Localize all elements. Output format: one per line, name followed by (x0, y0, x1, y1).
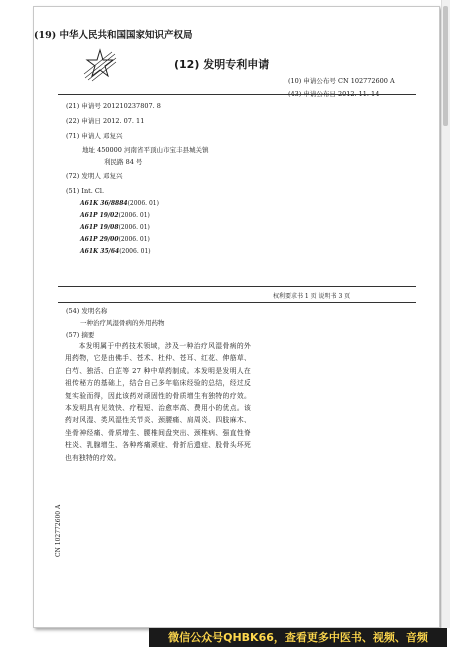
patent-office-emblem-icon (82, 48, 118, 82)
ipc-entry: A61P 29/00(2006. 01) (80, 236, 150, 243)
ipc-entry: A61K 36/8884(2006. 01) (80, 200, 159, 207)
application-number: (21) 申请号 201210237807. 8 (66, 102, 161, 110)
scrollbar-thumb[interactable] (443, 6, 448, 126)
title-label: (54) 发明名称 (66, 307, 108, 315)
ipc-entry: A61P 19/02(2006. 01) (80, 212, 150, 219)
ipc-entry: A61P 19/08(2006. 01) (80, 224, 150, 231)
page-count-info: 权利要求书 1 页 说明书 3 页 (273, 293, 351, 300)
inventor: (72) 发明人 邓复兴 (66, 172, 123, 180)
header-rule (58, 94, 416, 95)
publication-date: (43) 申请公布日 2012. 11. 14 (288, 90, 380, 98)
applicant-address-line2: 利民路 84 号 (104, 158, 143, 166)
publication-number: (10) 申请公布号 CN 102772600 A (288, 77, 395, 85)
issuing-office: (19) 中华人民共和国国家知识产权局 (34, 30, 193, 41)
document-type: (12) 发明专利申请 (174, 58, 270, 71)
wechat-banner[interactable]: 微信公众号QHBK66，查看更多中医书、视频、音频 (149, 628, 447, 647)
abstract-label: (57) 摘要 (66, 331, 95, 339)
ipc-entry: A61K 35/64(2006. 01) (80, 248, 151, 255)
side-publication-code: CN 102772600 A (55, 504, 62, 557)
patent-page (33, 6, 440, 628)
application-date: (22) 申请日 2012. 07. 11 (66, 117, 145, 125)
abstract-text: 本发明属于中药技术领域，涉及一种治疗风湿骨病的外用药物，它是由佛手、苍术、杜仲、苍耳、红花、伸筋草、白芍、独活、白芷等 27 种中草药制成。本发明是发明人在祖传秘方的基础上，结合自己多年临床经验的总结，经过反复实验而得，因此该药对顽固性的骨质增生有独特的疗效。本发明具有见效快、疗程短、治愈率高、费用小的优点。该药对风湿、类风湿性关节炎、颈腰痛、肩周炎、四肢麻木、坐骨神经痛、骨质增生、腰椎间盘突出、颈椎病、强直性脊柱炎、乳腺增生、各种疼痛顽症、骨折后遗症、股骨头坏死也有独特的疗效。 (65, 342, 251, 462)
section-rule-thin (58, 302, 416, 303)
int-cl-label: (51) Int. Cl. (66, 187, 105, 195)
applicant-address: 地址 450000 河南省平顶山市宝丰县城关镇 (82, 146, 209, 154)
applicant: (71) 申请人 邓复兴 (66, 132, 123, 140)
section-rule (58, 286, 416, 287)
invention-title: 一种治疗风湿骨病的外用药物 (80, 319, 165, 327)
